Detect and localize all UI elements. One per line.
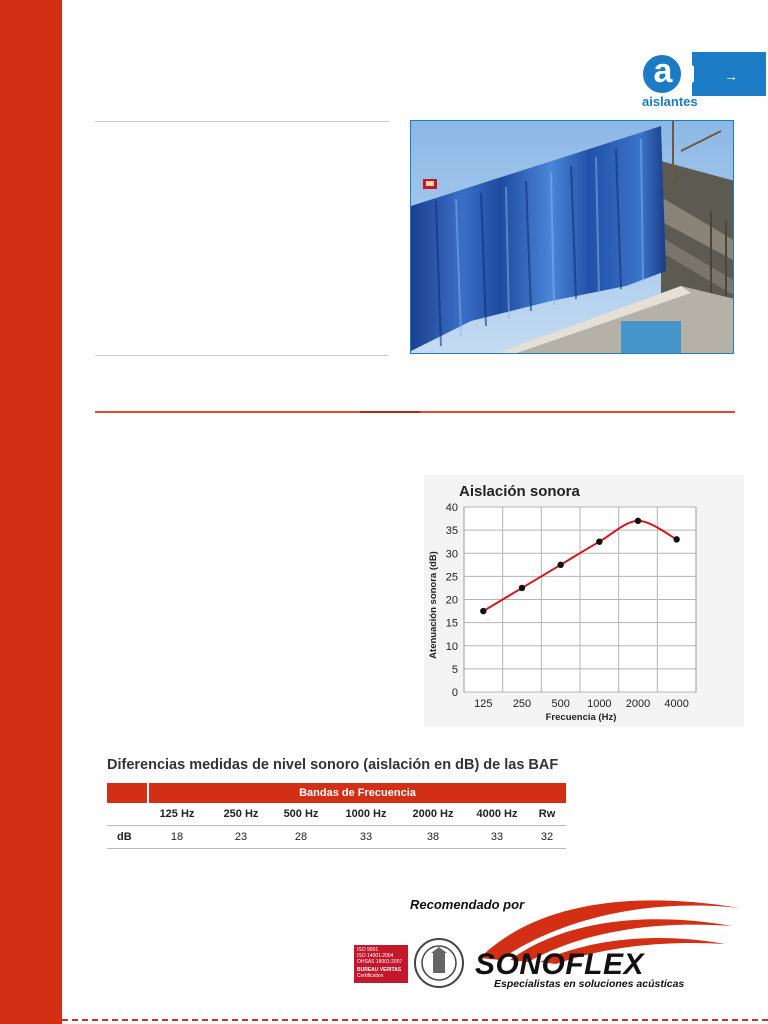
x-tick-label: 250 [512, 698, 532, 710]
x-tick-label: 4000 [664, 698, 689, 710]
chart-title: Aislación sonora [459, 483, 580, 500]
table-cell: 32 [540, 831, 554, 843]
table-title: Diferencias medidas de nivel sonoro (aislación en dB) de las BAF [107, 757, 559, 773]
logo-wordmark: aislantes [642, 94, 698, 109]
x-tick-label: 500 [551, 698, 570, 710]
section-rule-accent [360, 411, 420, 413]
logo-circle [641, 53, 683, 95]
sonoflex-logo[interactable]: SONOFLEX [475, 948, 645, 981]
construction-photo [410, 120, 734, 354]
table-row [107, 826, 566, 849]
column-header: 1000 Hz [345, 808, 387, 820]
cert-line: ISO 14001:2004 [357, 953, 394, 959]
y-tick-label: 35 [445, 525, 458, 538]
column-header: 500 Hz [283, 808, 319, 820]
chart-grid [464, 507, 696, 692]
band-header: Bandas de Frecuencia [149, 783, 566, 803]
chart-y-ticks [446, 502, 458, 699]
data-point [519, 585, 525, 591]
column-header: Rw [538, 808, 556, 820]
y-tick-label: 40 [445, 502, 458, 514]
logo-letter: a [653, 52, 673, 90]
column-header: 250 Hz [223, 808, 259, 820]
construction-photo-icon [411, 121, 734, 354]
data-point [480, 608, 486, 614]
x-tick-label: 2000 [625, 698, 651, 710]
table-cell: 33 [490, 831, 504, 843]
y-tick-label: 5 [451, 663, 458, 676]
frequency-table [107, 783, 566, 849]
table-cell: 28 [294, 831, 308, 843]
recommended-label: Recomendado por [410, 897, 525, 912]
x-tick-label: 1000 [587, 698, 612, 710]
data-point [635, 518, 641, 524]
table-cell: 23 [234, 831, 248, 843]
chart-x-ticks [474, 698, 689, 710]
table-band-header [107, 783, 566, 803]
y-tick-label: 25 [445, 571, 458, 584]
y-axis-label: Atenuación sonora (dB) [428, 551, 439, 659]
table-header-row [107, 803, 566, 826]
cert-line: OHSAS 18001:2007 [357, 959, 403, 965]
certification-badge [354, 945, 408, 983]
chart-svg [424, 475, 744, 727]
aislantes-logo[interactable] [640, 52, 766, 110]
y-tick-label: 20 [445, 594, 458, 607]
cert-line: BUREAU VERITAS [357, 967, 402, 973]
column-header: 2000 Hz [412, 808, 454, 820]
table-corner-cell [107, 783, 147, 803]
bureau-veritas-seal-icon [413, 937, 465, 989]
logo-arrow-fill [694, 64, 710, 84]
x-tick-label: 125 [474, 698, 493, 710]
sound-insulation-chart [424, 475, 744, 727]
row-label: dB [117, 831, 132, 843]
left-accent-bar [0, 0, 62, 1024]
divider-middle [95, 355, 389, 356]
arrow-icon: → [724, 68, 738, 84]
data-point [673, 536, 679, 542]
table-cell: 18 [170, 831, 184, 843]
column-header: 125 Hz [159, 808, 195, 820]
footer-dashed-line [62, 1019, 768, 1021]
y-tick-label: 15 [445, 617, 458, 630]
x-axis-label: Frecuencia (Hz) [545, 712, 617, 723]
sonoflex-tagline: Especialistas en soluciones acústicas [494, 978, 685, 990]
cert-line: ISO 9001 [357, 947, 379, 953]
data-point [596, 538, 602, 544]
y-tick-label: 30 [445, 548, 458, 561]
divider-top [95, 121, 389, 122]
cert-line: Certification [357, 973, 384, 979]
data-point [557, 562, 563, 568]
y-tick-label: 10 [445, 640, 458, 653]
section-rule [95, 411, 735, 413]
column-header: 4000 Hz [476, 808, 518, 820]
y-tick-label: 0 [451, 687, 458, 699]
table-cell: 33 [359, 831, 373, 843]
table-cell: 38 [426, 831, 440, 843]
